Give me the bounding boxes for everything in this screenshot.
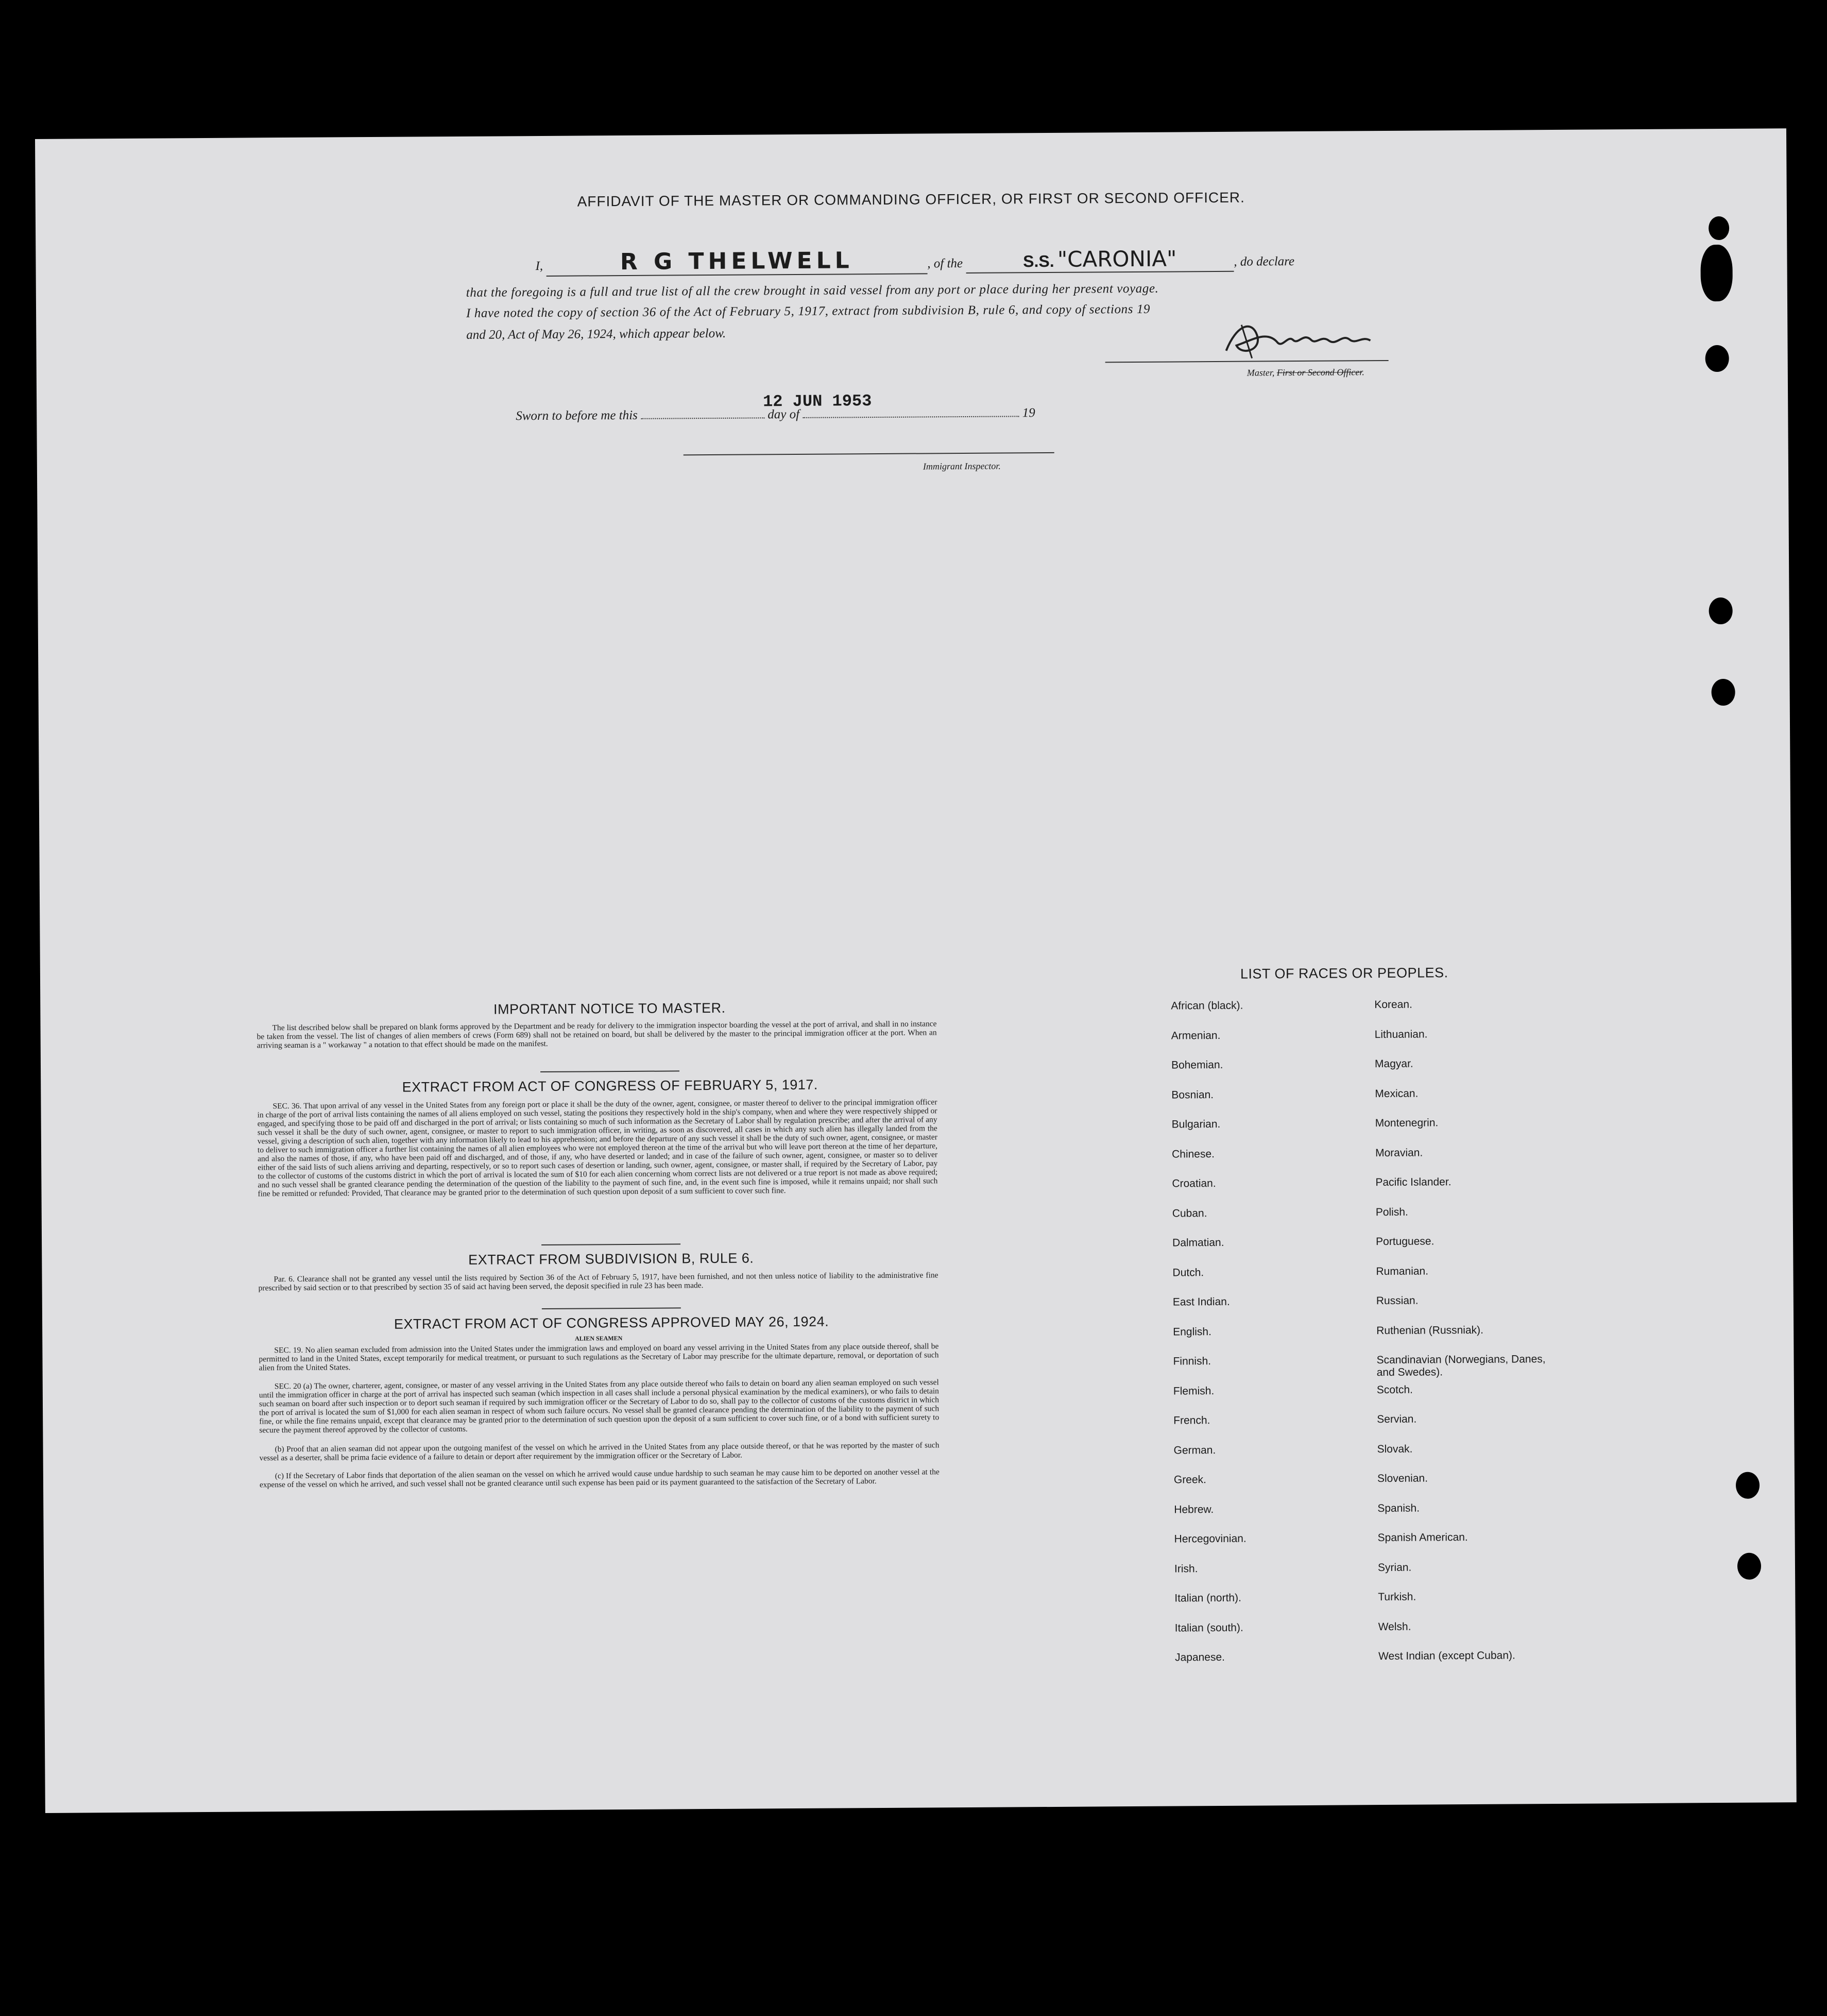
punch-hole [1736,1472,1760,1499]
section-divider [541,1243,680,1245]
of-the-text: , of the [927,257,963,271]
race-item: Japanese. [1174,1651,1225,1664]
race-item: Cuban. [1172,1207,1207,1220]
date-stamp: 12 JUN 1953 [763,391,872,412]
alien-seamen-subhead: ALIEN SEAMEN [575,1335,623,1342]
master-name-field [546,247,927,277]
punch-hole [1700,245,1733,301]
race-item: Bohemian. [1171,1058,1223,1071]
punch-hole [1709,216,1729,240]
sworn-month-field [802,416,1019,418]
affidavit-title: AFFIDAVIT OF THE MASTER OR COMMANDING OFFICER, OR FIRST OR SECOND OFFICER. [577,189,1245,210]
notice-text: The list described below shall be prepared on blank forms approved by the Department and be ready for delivery to the immigration inspector boarding the vessel at the port of arrival, and shall in no instance be taken from the vessel. The list of changes of alien members of crews (Form 689) shall not be retained on board, but shall be delivered by the master to the principal immigration officer at the port. When an arriving seaman is a " workaway " a notation to that effect should be made on the manifest. [257,1019,937,1050]
race-item: Spanish American. [1377,1531,1468,1544]
declaration-line-1 [535,245,1294,277]
race-item: Slovak. [1377,1443,1413,1455]
declaration-line-3: I have noted the copy of section 36 of the Act of February 5, 1917, extract from subdivision B, rule 6, and copy of sections 19 [466,302,1151,320]
races-title: LIST OF RACES OR PEOPLES. [1240,965,1448,982]
race-item: Servian. [1377,1413,1417,1426]
race-item: Greek. [1173,1474,1207,1486]
punch-hole [1737,1553,1761,1580]
master-name: R G THELWELL [620,247,853,276]
race-item: Korean. [1374,998,1412,1011]
race-item: Turkish. [1378,1591,1416,1603]
races-left-column [1171,1000,1247,1681]
section-divider [540,1070,679,1072]
race-item: Scandinavian (Norwegians, Danes, and Swedes). [1376,1353,1546,1379]
inspector-label: Immigrant Inspector. [923,460,1001,472]
race-item: East Indian. [1172,1295,1230,1308]
race-item: Finnish. [1173,1355,1211,1368]
race-item: Hebrew. [1174,1503,1214,1516]
master-signature-line [1105,360,1389,363]
race-item: Russian. [1376,1294,1419,1307]
race-item: French. [1173,1414,1210,1427]
punch-hole [1705,345,1729,372]
document-page [35,128,1797,1813]
act-1917-text: SEC. 36. That upon arrival of any vessel in the United States from any foreign port or place it shall be the duty of the owner, agent, consignee, or master thereof to deliver to the principal immigration officer in charge of the port of arrival lists containing the names of all aliens employed on such vessel, stating the positions they respectively hold in the ship's company, when and where they were respectively shipped or engaged, and specifying those to be paid off and discharged in the port of arrival; or lists containing so much of such information as the Secretary of Labor shall by regulation prescribe; and after the arrival of any such vessel it shall be the duty of such owner, agent, consignee, or master to report to such immigration officer, in writing, as soon as discovered, all cases in which any such alien has illegally landed from the vessel, giving a description of such alien, together with any information likely to lead to his apprehension; and before the departure of any such vessel it shall be the duty of such owner, agent, consignee, or master to deliver to such immigration officer a further list containing the names of all alien employees who were not employed thereon at the time of the arrival but who will leave port thereon at the time of her departure, and also the names of those, if any, who have been paid off and discharged, and of those, if any, who have deserted or landed; and in case of the failure of such owner, agent, consignee, or master so to deliver either of the said lists of such aliens arriving and departing, respectively, or so to report such cases of desertion or landing, such owner, agent, consignee, or master shall, if required by the Secretary of Labor, pay to the collector of customs of the customs district in which the port of arrival is located the sum of $10 for each alien concerning whom correct lists are not delivered or a true report is not made as above required; and no such vessel shall be granted clearance pending the determination of the question of the liability to the payment of such fine, and, in the event such fine is imposed, while it remains unpaid; nor shall such fine be remitted or refunded: Provided, That clearance may be granted prior to the determination of such question upon deposit of a sum sufficient to cover such fine. [257,1098,938,1199]
section-divider [542,1307,681,1309]
race-item: Armenian. [1171,1029,1221,1042]
declaration-line-2: that the foregoing is a full and true list of all the crew brought in said vessel from any port or place during her present voyage. [466,281,1159,300]
race-item: Montenegrin. [1375,1117,1439,1130]
race-item: Portuguese. [1376,1235,1435,1248]
race-item: Polish. [1375,1206,1408,1218]
race-item: Italian (north). [1174,1592,1241,1604]
race-item: Lithuanian. [1374,1028,1428,1040]
race-item: Ruthenian (Russniak). [1376,1324,1484,1337]
race-item: Scotch. [1376,1383,1413,1396]
race-item: Dalmatian. [1172,1236,1224,1249]
race-item: Hercegovinian. [1174,1532,1247,1545]
act-1924-sec20b-text: (b) Proof that an alien seaman did not appear upon the outgoing manifest of the vessel on which he arrived in the United States from any place outside thereof, or that he was reported by the master of such vessel as a deserter, shall be prima facie evidence of a failure to detain or deport after requirement by the immigration officer or the Secretary of Labor. [259,1441,940,1463]
vessel-field [966,246,1234,274]
inspector-signature-line [684,452,1054,455]
race-item: West Indian (except Cuban). [1378,1649,1515,1663]
race-item: Spanish. [1377,1502,1420,1514]
punch-hole [1711,679,1735,706]
act-1924-sec19-text: SEC. 19. No alien seaman excluded from admission into the United States under the immigration laws and employed on board any vessel arriving in the United States from any place outside thereof, shall be permitted to land in the United States, except temporarily for medical treatment, or pursuant to such regulations as the Secretary of Labor may prescribe for the ultimate departure, removal, or deportation of such alien from the United States. [259,1342,939,1373]
race-item: German. [1173,1444,1216,1457]
vessel-name: "CARONIA" [1057,246,1177,272]
race-item: Croatian. [1172,1177,1216,1190]
punch-hole [1709,597,1732,624]
act-1924-sec20a-text: SEC. 20 (a) The owner, charterer, agent, consignee, or master of any vessel arriving in the United States from any place outside thereof who fails to detain on board any alien seaman employed on such vessel until the immigration officer in charge at the port of arrival has inspected such seaman (which inspection in all cases shall include a personal physical examination by the medical examiners), or who fails to detain such seaman on board after such inspection or to deport such seaman if required by such immigration officer or the Secretary of Labor to do so, shall pay to the collector of customs of the customs district in which the port of arrival is located the sum of $1,000 for each alien seaman in respect of whom such failure occurs. No vessel shall be granted clearance pending the determination of the liability to the payment of such fine, or while the fine remains unpaid, except that clearance may be granted prior to the determination of such question upon the deposit of a sum sufficient to cover such fine, or of a bond with sufficient surety to secure the payment thereof approved by the collector of customs. [259,1378,940,1435]
race-item: African (black). [1171,999,1243,1012]
race-item: Syrian. [1377,1561,1412,1574]
act-1917-title: EXTRACT FROM ACT OF CONGRESS OF FEBRUARY 5, 1917. [402,1077,818,1095]
race-item: Flemish. [1173,1385,1215,1397]
race-item: Mexican. [1375,1087,1419,1100]
sworn-day-field [641,417,764,419]
rule-6-text: Par. 6. Clearance shall not be granted any vessel until the lists required by Section 36 of the Act of February 5, 1917, have been furnished, and not then unless notice of liability to the administrative fine prescribed by said section or to that prescribed by section 35 of said act having been served, the deposit specified in rule 23 has been made. [258,1271,938,1293]
race-item: Bosnian. [1171,1088,1214,1101]
race-item: Slovenian. [1377,1472,1428,1485]
vessel-prefix: S.S. [1023,251,1054,271]
rule-6-title: EXTRACT FROM SUBDIVISION B, RULE 6. [468,1250,754,1268]
race-item: Moravian. [1375,1147,1423,1159]
races-right-column [1374,998,1548,1680]
race-item: English. [1173,1325,1211,1338]
race-item: Welsh. [1378,1620,1411,1633]
act-1924-title: EXTRACT FROM ACT OF CONGRESS APPROVED MAY 26, 1924. [394,1313,829,1332]
race-item: Dutch. [1172,1266,1204,1279]
declaration-intro: I, [535,259,543,274]
race-item: Bulgarian. [1171,1118,1221,1131]
master-signature [1221,314,1386,361]
act-1924-sec20c-text: (c) If the Secretary of Labor finds that deportation of the alien seaman on the vessel on which he arrived would cause undue hardship to such seaman he may cause him to be deported on another vessel at the expense of the vessel on which he arrived, and such vessel shall not be granted clearance until such expense has been paid or its payment guaranteed to the satisfaction of the Secretary of Labor. [259,1467,940,1490]
race-item: Rumanian. [1376,1265,1429,1277]
race-item: Chinese. [1172,1148,1215,1160]
sworn-text: Sworn to before me this [516,408,638,423]
master-title-label: Master, First or Second Officer. [1247,367,1364,378]
race-item: Pacific Islander. [1375,1176,1452,1189]
do-declare-text: , do declare [1234,254,1295,269]
day-of-text: day of [767,407,800,422]
notice-title: IMPORTANT NOTICE TO MASTER. [493,1000,726,1017]
race-item: Italian (south). [1174,1621,1243,1634]
year-prefix: 19 [1022,406,1035,420]
declaration-line-4: and 20, Act of May 26, 1924, which appear below. [466,326,726,342]
race-item: Irish. [1174,1562,1198,1575]
race-item: Magyar. [1374,1057,1413,1070]
